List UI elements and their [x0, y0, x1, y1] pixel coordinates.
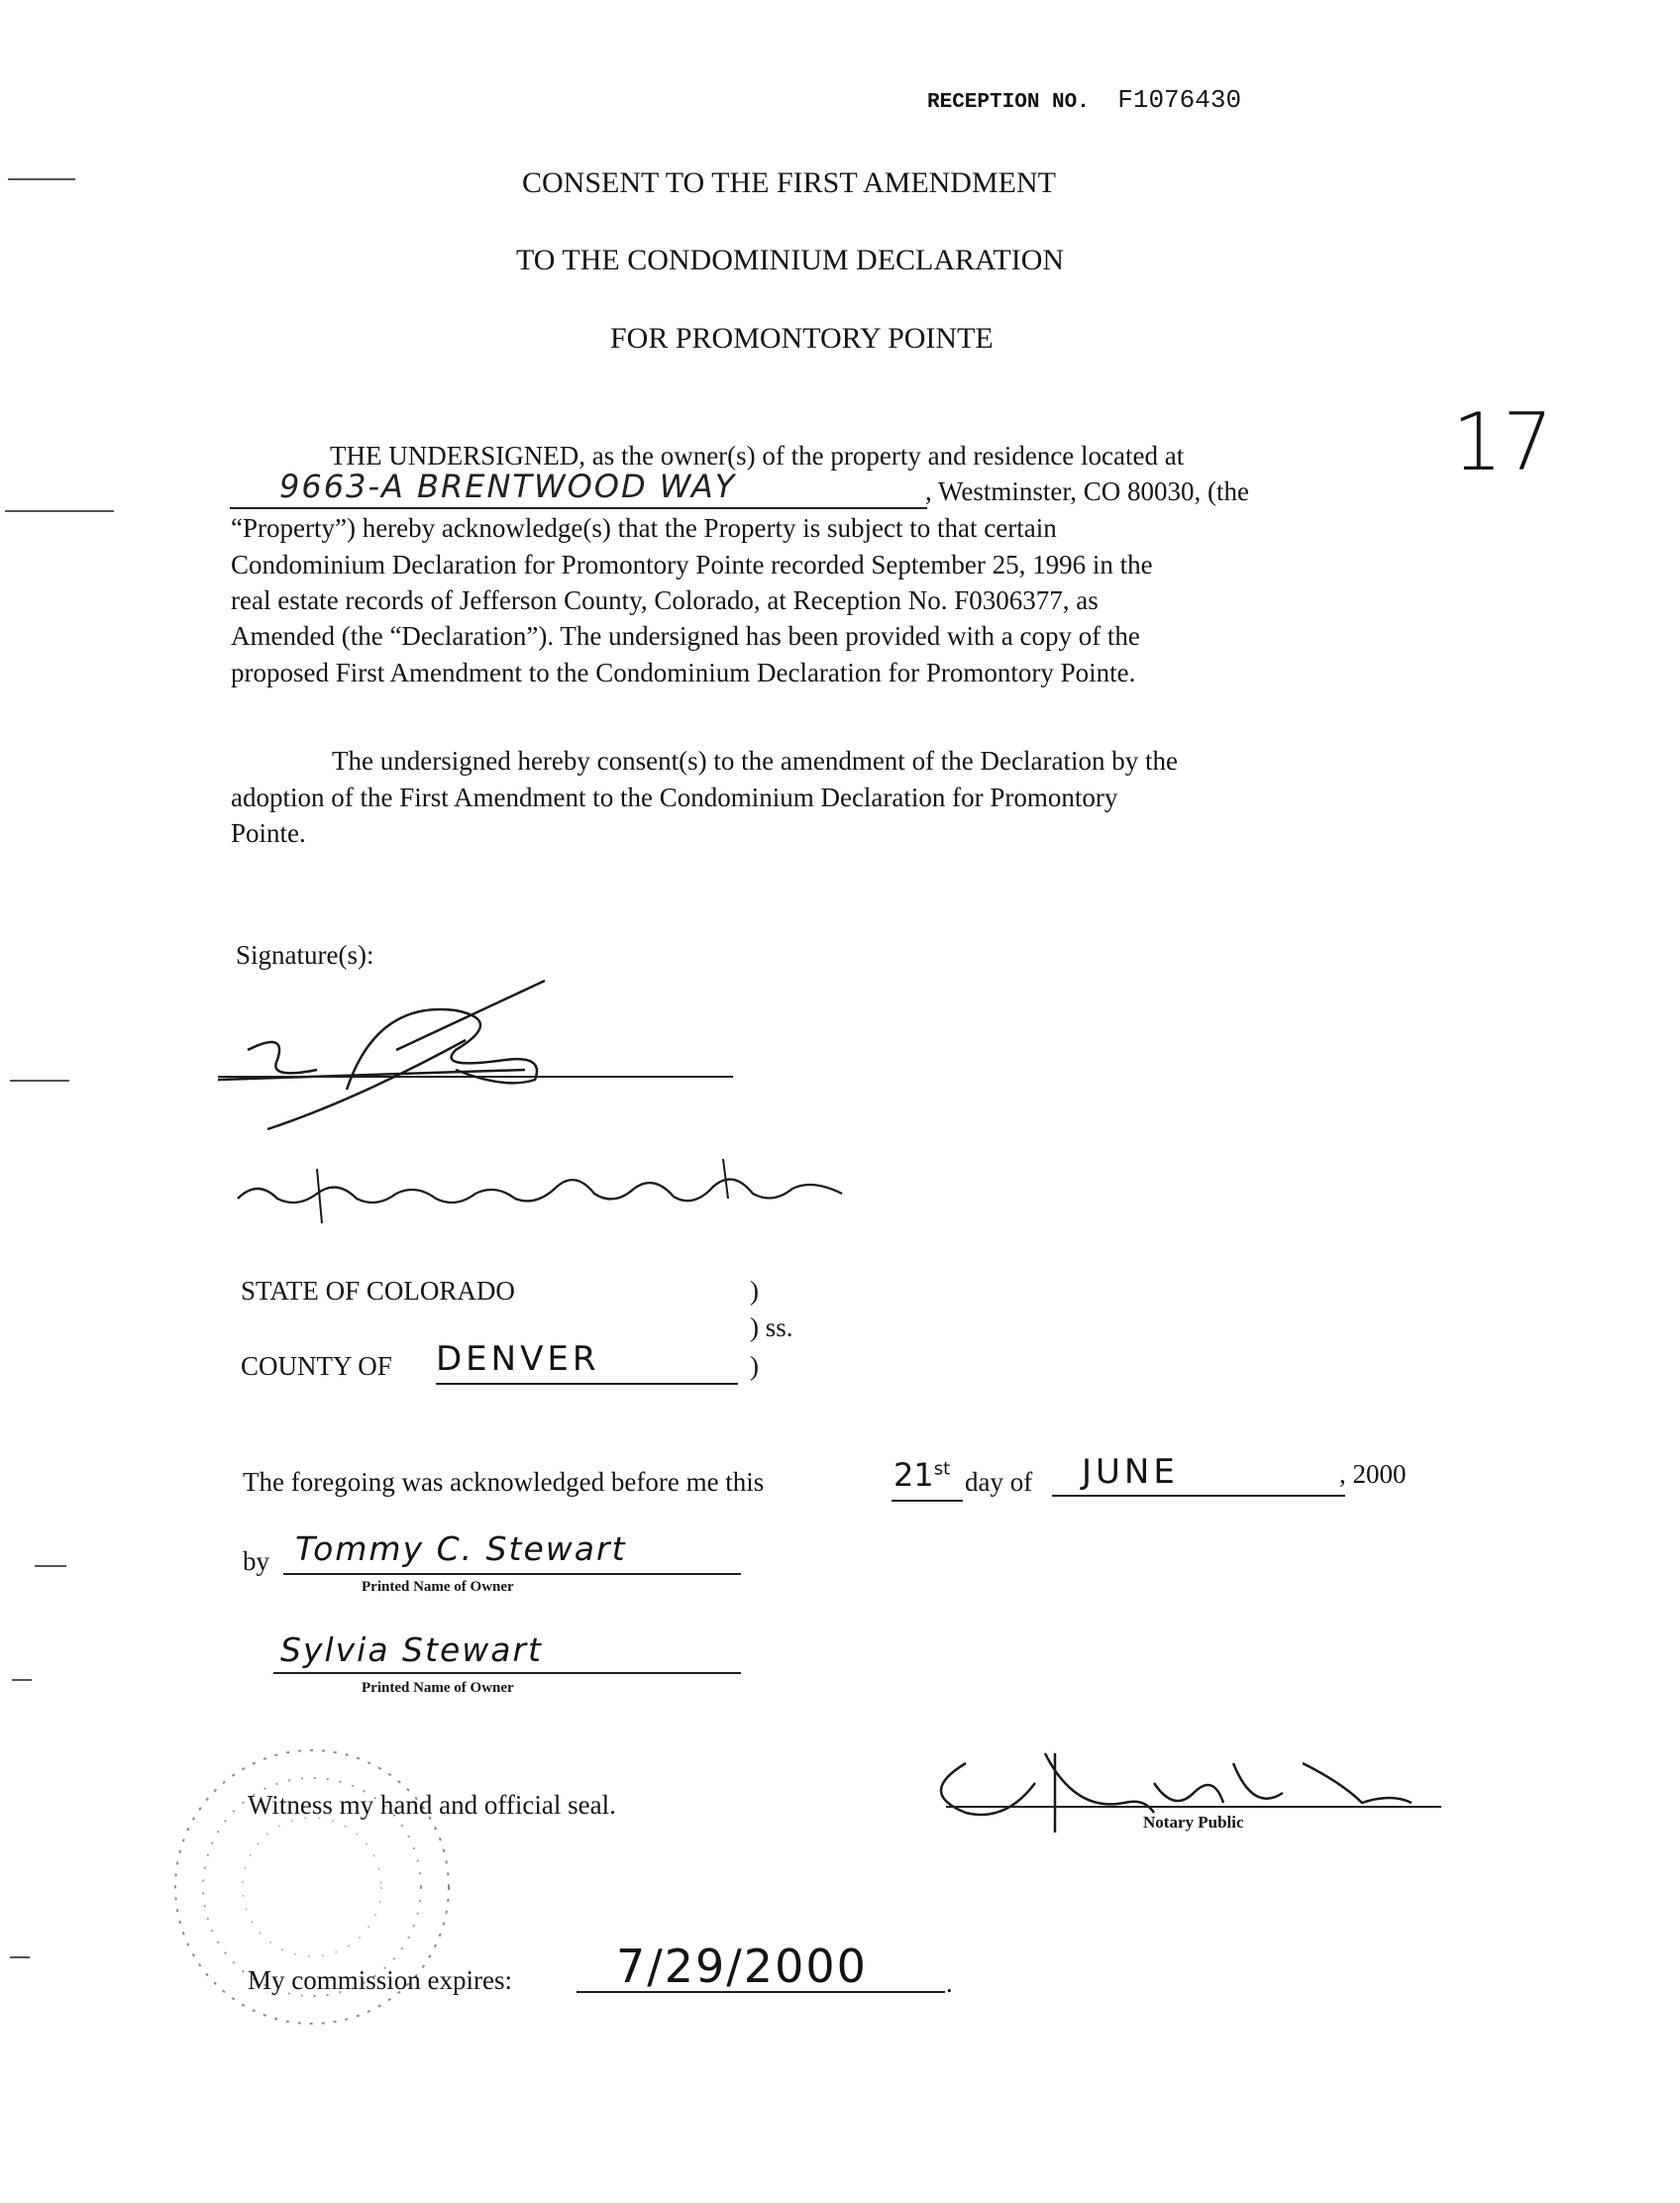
margin-mark	[35, 1565, 66, 1567]
paren-bottom: )	[750, 1351, 759, 1381]
paragraph-1-line-6: proposed First Amendment to the Condominium Declaration for Promontory Pointe.	[231, 658, 1136, 687]
notary-public-label: Notary Public	[1143, 1813, 1244, 1832]
margin-mark	[10, 1080, 69, 1082]
page-number: 17	[1452, 396, 1553, 488]
notary-seal	[149, 1724, 475, 2050]
ss-label: ) ss.	[750, 1312, 793, 1342]
acknowledgment-day	[893, 1456, 950, 1494]
witness-label: Witness my hand and official seal.	[248, 1790, 616, 1820]
acknowledgment-year: , 2000	[1339, 1459, 1407, 1489]
commission-value: 7/29/2000	[616, 1940, 868, 1993]
paragraph-1-line-5: Amended (the “Declaration”). The undersigned has been provided with a copy of the	[231, 621, 1140, 651]
month-value: JUNE	[1082, 1452, 1179, 1492]
county-line	[436, 1383, 738, 1385]
paragraph-1-line-2: “Property”) hereby acknowledge(s) that the Property is subject to that certain	[231, 513, 1057, 543]
printed-name-label-2: Printed Name of Owner	[362, 1680, 514, 1696]
title-line-1: CONSENT TO THE FIRST AMENDMENT	[522, 166, 1056, 199]
commission-label: My commission expires:	[248, 1965, 512, 1995]
title-line-3: FOR PROMONTORY POINTE	[610, 322, 994, 355]
commission-period: .	[946, 1968, 953, 1998]
title-line-2: TO THE CONDOMINIUM DECLARATION	[516, 244, 1065, 276]
reception-label: RECEPTION NO.	[927, 91, 1090, 114]
paragraph-2-line-3: Pointe.	[231, 818, 306, 848]
month-line	[1052, 1495, 1345, 1497]
day-suffix: st	[933, 1458, 951, 1480]
county-label: COUNTY OF	[241, 1351, 392, 1381]
margin-mark	[10, 1956, 30, 1958]
signatures-label: Signature(s):	[236, 940, 374, 970]
paragraph-1-line-4: real estate records of Jefferson County, Colorado, at Reception No. F0306377, as	[231, 585, 1099, 615]
day-value: 21	[893, 1456, 934, 1494]
commission-line	[577, 1991, 945, 1993]
address-handwritten: 9663-A BRENTWOOD WAY	[279, 468, 737, 505]
paragraph-1-after-address: , Westminster, CO 80030, (the	[925, 476, 1249, 506]
address-line	[230, 507, 927, 509]
county-value: DENVER	[436, 1339, 600, 1379]
owner-1-name-line	[283, 1573, 741, 1575]
acknowledgment-middle: day of	[965, 1467, 1033, 1497]
day-line	[892, 1500, 963, 1502]
owner-2-name-line	[273, 1672, 741, 1674]
acknowledgment-prefix: The foregoing was acknowledged before me this	[243, 1467, 765, 1497]
paragraph-2-line-2: adoption of the First Amendment to the Condominium Declaration for Promontory	[231, 783, 1118, 812]
by-label: by	[243, 1546, 269, 1576]
owner-signature-2	[228, 1139, 862, 1228]
paragraph-2-line-1: The undersigned hereby consent(s) to the amendment of the Declaration by the	[332, 746, 1178, 776]
owner-signature-1	[208, 961, 743, 1139]
margin-mark	[8, 178, 75, 180]
margin-mark	[12, 1679, 32, 1681]
reception-number: F1076430	[1117, 85, 1242, 115]
paren-top: )	[750, 1276, 759, 1306]
printed-name-label-1: Printed Name of Owner	[362, 1579, 514, 1595]
owner-1-printed-name: Tommy C. Stewart	[295, 1529, 627, 1568]
reception-number-line	[927, 85, 1241, 115]
paragraph-1-line-3: Condominium Declaration for Promontory Pointe recorded September 25, 1996 in the	[231, 550, 1153, 579]
owner-2-printed-name: Sylvia Stewart	[280, 1630, 543, 1669]
margin-mark	[5, 510, 114, 512]
paragraph-1-lead: THE UNDERSIGNED, as the owner(s) of the property and residence located at	[330, 441, 1185, 471]
state-label: STATE OF COLORADO	[241, 1276, 515, 1306]
